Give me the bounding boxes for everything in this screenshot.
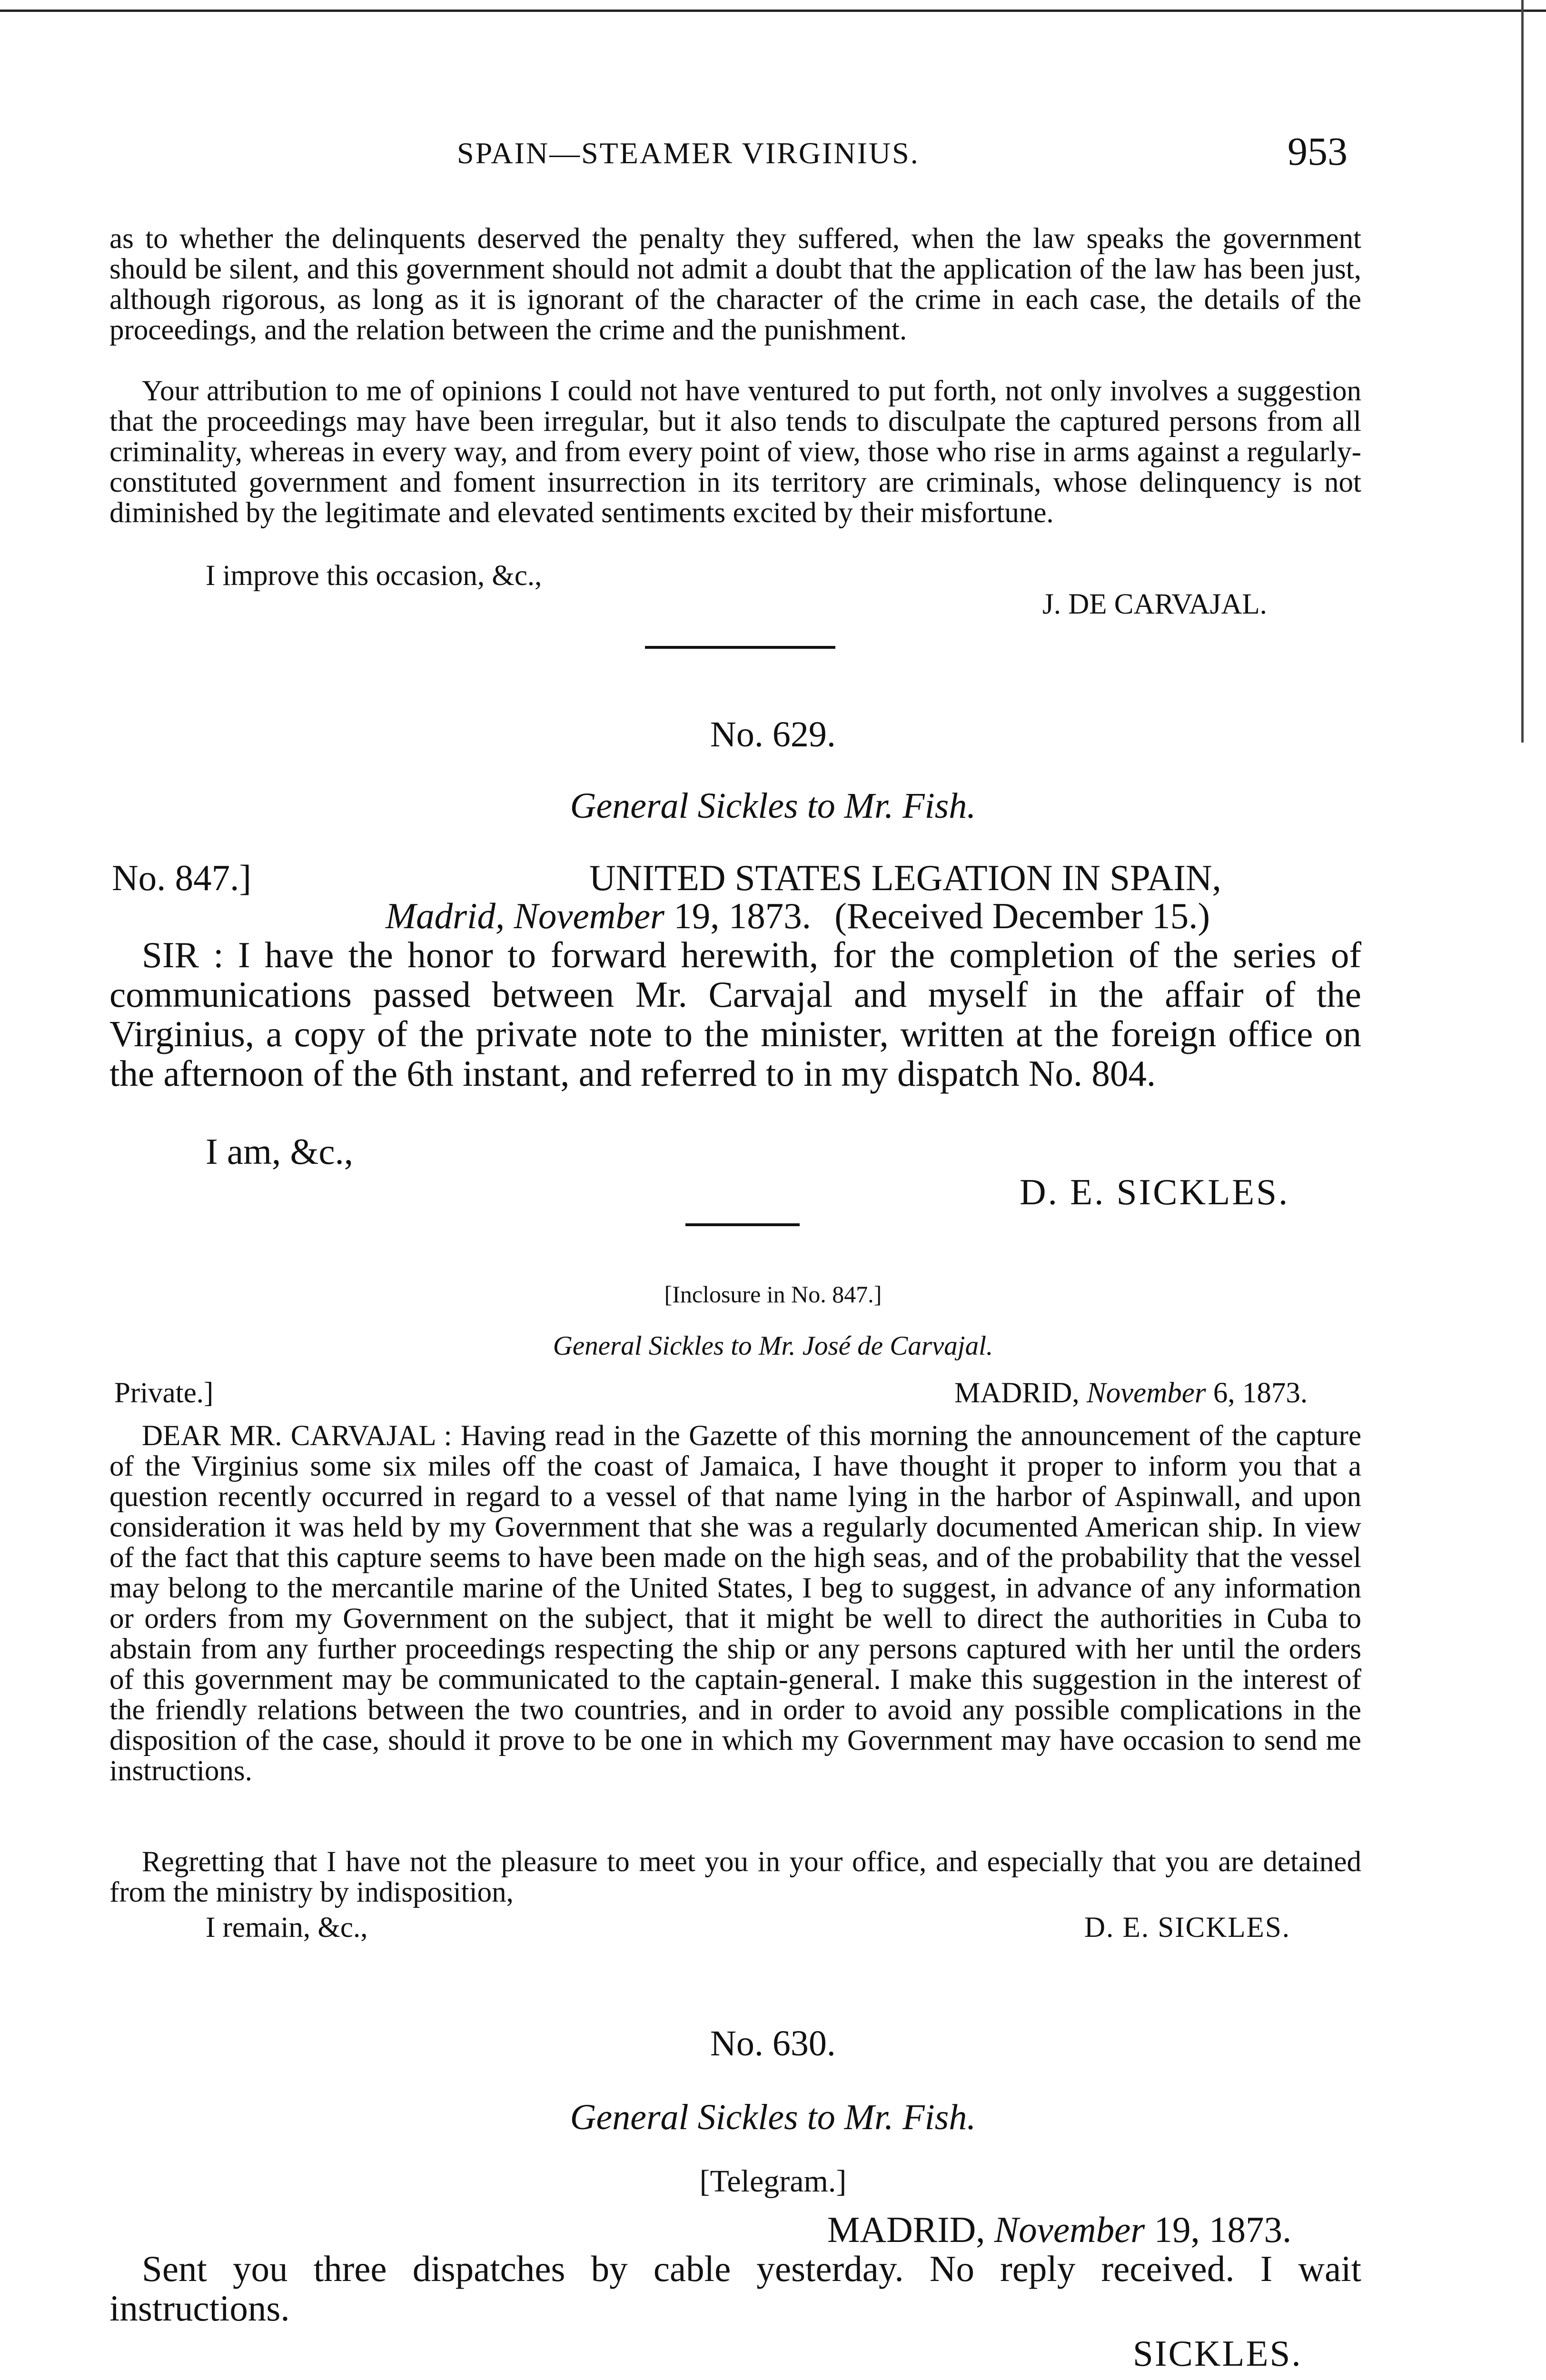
document-title-630: General Sickles to Mr. Fish. [570, 2097, 976, 2137]
telegram-signature: SICKLES. [1133, 2333, 1302, 2374]
previous-letter-paragraph-2: Your attribution to me of opinions I could not have ventured to put forth, not only involves a suggestion that the proceedings may have been irregular, but it also tends to disculpate the captured persons from all criminality, whereas in every way, and from every point of view, those who rise in arms against a regularly-constituted government and foment insurrection in its territory are criminals, whose delinquency is not diminished by the legitimate and elevated sentiments excited by their misfortune. [109, 375, 1361, 529]
inclosure-date-line [954, 1377, 1308, 1410]
telegram-label: [Telegram.] [699, 2164, 847, 2199]
inclosure-salutation: DEAR MR. CARVAJAL : [142, 1420, 452, 1452]
previous-letter-signature: J. DE CARVAJAL. [1042, 588, 1267, 620]
inclosure-place: MADRID, [954, 1377, 1080, 1409]
document-number-630: No. 630. [710, 2023, 836, 2063]
inclosure-title: General Sickles to Mr. José de Carvajal. [553, 1331, 993, 1361]
dispatch-date: 19, 1873. [674, 895, 811, 936]
section-rule [645, 646, 835, 649]
inclosure-body-text: Having read in the Gazette of this morning the announcement of the capture of the Virginius some six miles off the coast of Jamaica, I have thought it proper to inform you that a question recently occurred in regard to a vessel of that name lying in the harbor of Aspinwall, and upon consideration it was held by my Government that she was a regularly documented American ship. In view of the fact that this capture seems to have been made on the high seas, and of the probability that the vessel may belong to the mercantile marine of the United States, I beg to suggest, in advance of any information or orders from my Government on the subject, that it might be well to direct the authorities in Cuba to abstain from any further proceedings respecting the ship or any persons captured with her until the orders of this government may be communicated to the captain-general. I make this suggestion in the interest of the friendly relations between the two countries, and in order to avoid any possible complications in the disposition of the case, should it prove to be one in which my Government may have occasion to send me instructions. [109, 1420, 1362, 1787]
telegram-date-line [827, 2209, 1291, 2251]
inclosure-paragraph-2: Regretting that I have not the pleasure to meet you in your office, and especially that you are detained from the ministry by indisposition, [109, 1846, 1361, 1908]
dispatch-date-line [386, 895, 1210, 937]
right-border-line [1521, 0, 1524, 743]
dispatch-number: No. 847.] [112, 857, 251, 898]
telegram-body: Sent you three dispatches by cable yesterday. No reply received. I wait instructions. [109, 2248, 1361, 2329]
document-number-629: No. 629. [710, 714, 836, 754]
telegram-place: MADRID, [827, 2209, 985, 2250]
dispatch-place: Madrid, [386, 895, 505, 936]
section-rule [685, 1223, 800, 1226]
inclosure-closing: I remain, &c., [206, 1912, 368, 1944]
dispatch-body [109, 935, 1361, 1093]
dispatch-salutation: SIR : [142, 934, 224, 975]
page-number: 953 [1288, 129, 1348, 174]
private-label: Private.] [114, 1377, 214, 1409]
dispatch-month: November [514, 895, 664, 936]
received-date: (Received December 15.) [834, 895, 1210, 936]
inclosure-label: [Inclosure in No. 847.] [664, 1281, 882, 1308]
legation-heading: UNITED STATES LEGATION IN SPAIN, [589, 857, 1221, 898]
running-title: SPAIN—STEAMER VIRGINIUS. [457, 136, 920, 170]
inclosure-date: 6, 1873. [1213, 1377, 1308, 1409]
previous-letter-closing: I improve this occasion, &c., [206, 560, 542, 592]
inclosure-month: November [1086, 1377, 1206, 1409]
document-title-629: General Sickles to Mr. Fish. [570, 786, 976, 826]
telegram-date: 19, 1873. [1154, 2209, 1292, 2250]
inclosure-signature: D. E. SICKLES. [1084, 1912, 1290, 1944]
dispatch-body-text: I have the honor to forward herewith, for the completion of the series of communications passed between Mr. Carvajal and myself in the affair of the Virginius, a copy of the private note to the minister, written at the foreign office on the afternoon of the 6th instant, and referred to in my dispatch No. 804. [109, 934, 1361, 1094]
dispatch-signature: D. E. SICKLES. [1020, 1171, 1290, 1212]
dispatch-closing: I am, &c., [206, 1131, 354, 1172]
top-border-line [0, 10, 1546, 12]
telegram-month: November [994, 2209, 1145, 2250]
continuation-paragraph: as to whether the delinquents deserved the penalty they suffered, when the law speaks the government should be silent, and this government should not admit a doubt that the application of the law has been just, although rigorous, as long as it is ignorant of the character of the crime in each case, the details of the proceedings, and the relation between the crime and the punishment. [109, 223, 1361, 346]
inclosure-body [109, 1421, 1361, 1786]
